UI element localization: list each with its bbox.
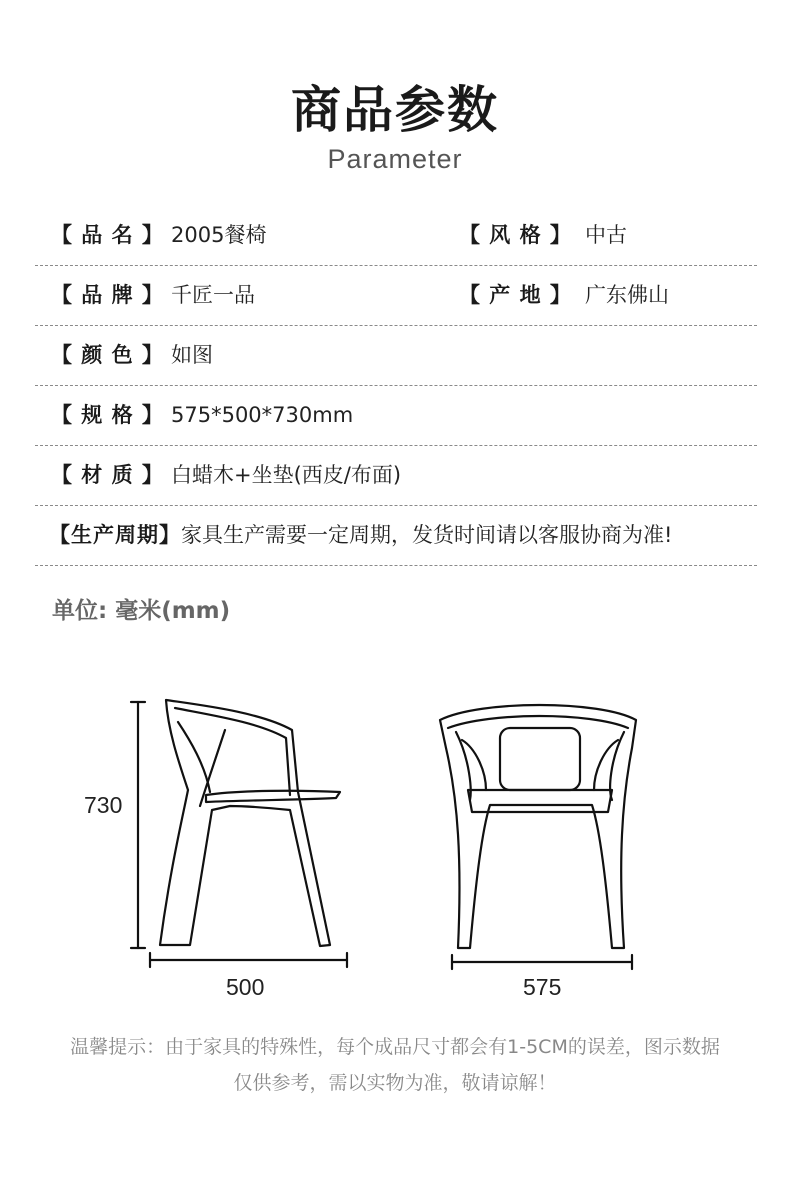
spec-label: 【 规 格 】 [51,403,164,427]
origin-value: 广东佛山 [585,283,669,307]
style-label: 【 风 格 】 [459,223,572,247]
notice-line-1: 温馨提示：由于家具的特殊性，每个成品尺寸都会有1-5CM的误差，图示数据 [70,1036,720,1058]
color-value: 如图 [171,343,213,367]
height-dimension-line [131,702,145,948]
height-dimension-label: 730 [84,792,123,818]
side-width-dimension-line [150,953,347,967]
page-title: 商品参数 [291,81,499,139]
color-label: 【 颜 色 】 [51,343,164,367]
style-value: 中古 [585,223,627,247]
spec-value: 575*500*730mm [171,403,354,427]
front-width-dimension-label: 575 [523,974,562,1000]
side-width-dimension-label: 500 [226,974,265,1000]
cycle-value: 家具生产需要一定周期，发货时间请以客服协商为准! [181,523,673,547]
brand-value: 千匠一品 [171,283,255,307]
cycle-label: 【生产周期】 [49,523,181,547]
side-view-chair [160,700,340,946]
page-subtitle: Parameter [327,144,463,174]
notice-line-2: 仅供参考，需以实物为准，敬请谅解！ [233,1072,557,1094]
name-value: 2005餐椅 [171,223,267,247]
unit-label: 单位: 毫米(mm) [52,598,231,624]
name-label: 【 品 名 】 [51,223,164,247]
origin-label: 【 产 地 】 [459,283,572,307]
material-label: 【 材 质 】 [51,463,164,487]
brand-label: 【 品 牌 】 [51,283,164,307]
material-value: 白蜡木+坐垫(西皮/布面) [171,463,402,487]
front-view-chair [440,705,636,948]
front-width-dimension-line [452,955,632,969]
